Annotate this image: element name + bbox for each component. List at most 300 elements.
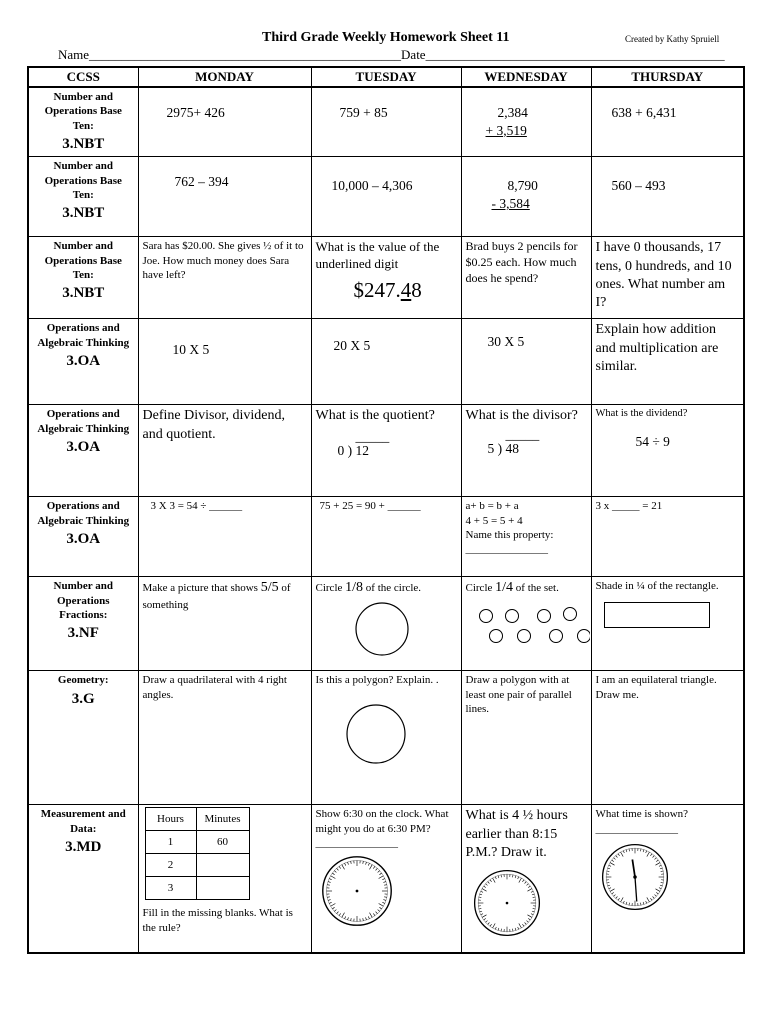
problem-text: 2975+ 426 <box>166 105 225 120</box>
problem-text: 20 X 5 <box>333 338 371 354</box>
clock-tick <box>336 912 338 914</box>
thursday-cell <box>591 577 744 671</box>
clock-tick <box>327 882 330 883</box>
ccss-code: 3.NBT <box>62 135 105 152</box>
fraction: 1/4 <box>495 580 514 596</box>
clock-tick <box>362 861 363 864</box>
problem-text: Brad buys 2 pencils for $0.25 each. How much does he spend? <box>465 239 578 285</box>
clock-tick <box>515 928 516 930</box>
col-header-tuesday: TUESDAY <box>311 67 461 87</box>
clock-tick <box>490 880 492 882</box>
text-part: of something <box>142 582 291 611</box>
clock-tick <box>384 897 387 898</box>
ccss-label: Operations and Algebraic Thinking <box>37 322 130 349</box>
problem-text: What is the divisor? <box>465 408 578 424</box>
ccss-code: 3.G <box>71 690 95 707</box>
ccss-cell <box>28 577 138 671</box>
clock-tick <box>369 865 372 870</box>
clock-tick <box>373 867 375 869</box>
col-header-wednesday: WEDNESDAY <box>461 67 591 87</box>
amount-part: $247. <box>353 278 401 303</box>
problem-text: Sara has $20.00. She gives ½ of it to Joe. How much money does Sara have left? <box>142 240 304 281</box>
text-part: of the circle. <box>363 582 422 595</box>
clock-tick <box>341 913 344 918</box>
clock-tick <box>646 897 649 902</box>
problem-text: Show 6:30 on the clock. What might you do at 6:30 PM? <box>315 808 449 835</box>
clock-tick <box>378 876 383 879</box>
author-credit: Created by Kathy Spruiell <box>625 34 720 44</box>
clock-tick <box>478 897 481 898</box>
clock-tick <box>334 910 336 912</box>
clock-tick <box>498 928 499 930</box>
problem-text: I am an equilateral triangle. Draw me. <box>595 674 717 701</box>
clock-tick <box>512 875 513 878</box>
clock-tick <box>528 918 530 920</box>
hour-hand <box>632 860 635 878</box>
clock-tick <box>531 911 533 912</box>
thursday-cell <box>591 319 744 405</box>
problem-text: Fill in the missing blanks. What is the rule? <box>142 907 293 934</box>
thursday-cell <box>591 157 744 237</box>
text-part: Circle <box>315 582 346 595</box>
problem-text: What is the quotient? <box>315 408 435 424</box>
clock-tick <box>646 852 649 857</box>
clock-tick <box>373 914 375 916</box>
clock-tick <box>611 892 613 894</box>
problem-text: Is this a polygon? Explain. . <box>315 674 439 687</box>
ccss-label: Operations and Algebraic Thinking <box>37 500 130 527</box>
wednesday-cell <box>461 577 591 671</box>
ccss-cell <box>28 237 138 319</box>
underlined-digit: 4 <box>400 278 412 303</box>
clock-tick <box>382 903 385 904</box>
table-row <box>28 805 744 953</box>
answer-line: _______________ <box>595 822 678 835</box>
clock-tick <box>655 889 660 892</box>
clock-tick <box>480 914 482 915</box>
circle-set <box>466 604 590 648</box>
table-header: Minutes <box>196 808 249 831</box>
problem-text: Shade in ¼ of the rectangle. <box>595 580 719 593</box>
clock-tick <box>383 900 386 901</box>
clock-tick <box>347 918 348 921</box>
clock-tick <box>524 882 526 884</box>
clock-tick <box>500 875 501 878</box>
clock-tick <box>368 917 369 920</box>
ccss-code: 3.MD <box>65 839 102 855</box>
clock-tick <box>375 912 377 914</box>
clock-tick <box>524 922 526 924</box>
table-row <box>28 237 744 319</box>
clock-tick <box>379 908 381 910</box>
table-row <box>28 87 744 157</box>
header-row <box>28 67 744 87</box>
clock-tick <box>659 885 661 886</box>
monday-cell <box>138 87 311 157</box>
clock-tick <box>650 854 652 856</box>
clock-tick <box>532 897 535 898</box>
clock-tick <box>530 891 532 892</box>
problem-text: Draw a quadrilateral with 4 right angles. <box>142 674 287 701</box>
problem-text: Define Divisor, dividend, and quotient. <box>142 408 286 442</box>
clock-tick <box>518 923 521 928</box>
ccss-label: Geometry: <box>57 674 109 687</box>
minute-hand <box>635 877 637 902</box>
ccss-cell <box>28 157 138 237</box>
clock-tick <box>332 873 334 875</box>
blank-clock <box>472 868 542 938</box>
clock-tick <box>623 851 624 853</box>
ccss-cell <box>28 87 138 157</box>
clock-tick <box>517 927 518 929</box>
text-part: of the set. <box>513 582 559 595</box>
clock-tick <box>526 884 528 886</box>
monday-cell <box>138 671 311 805</box>
problem-bottom: - 3,584 <box>491 195 530 211</box>
table-row <box>28 577 744 671</box>
table-cell: 3 <box>145 877 196 900</box>
clock-tick <box>495 877 496 879</box>
clock-tick <box>526 921 528 923</box>
clock-tick <box>626 902 627 904</box>
thursday-cell <box>591 87 744 157</box>
division-expression: 54 ÷ 9 <box>635 434 670 450</box>
clock-tick <box>350 861 351 864</box>
clock-tick <box>384 885 387 886</box>
hours-minutes-table <box>145 807 250 900</box>
clock-tick <box>375 869 377 871</box>
answer-line: _______________ <box>465 543 548 556</box>
table-cell: 1 <box>145 831 196 854</box>
clock-tick <box>606 882 609 883</box>
clock-tick <box>479 911 481 912</box>
clock-tick <box>336 869 338 871</box>
problem-top: 8,790 <box>507 178 538 194</box>
clock-tick <box>481 915 486 918</box>
clock-tick <box>485 921 487 923</box>
division-problem: 0 ) 12 <box>337 443 369 459</box>
clock-tick <box>490 924 492 926</box>
table-row <box>28 405 744 497</box>
wednesday-cell <box>461 671 591 805</box>
clock-tick <box>344 863 345 866</box>
clock-tick <box>330 876 335 879</box>
clock-tick <box>650 898 652 900</box>
problem-text <box>466 579 587 597</box>
ccss-code: 3.OA <box>66 530 101 547</box>
answer-line: _______________ <box>315 837 398 849</box>
clock-tick <box>485 884 487 886</box>
clock-tick <box>658 888 660 889</box>
clock-tick <box>347 862 348 865</box>
clock-tick <box>528 886 530 888</box>
tuesday-cell <box>311 577 461 671</box>
table-row <box>28 319 744 405</box>
clock-tick <box>658 865 660 866</box>
problem-text: Explain how addition and multiplication are similar. <box>595 322 719 374</box>
clock-tick <box>329 879 332 880</box>
ccss-label: Number and Operations Fractions: <box>53 580 113 621</box>
homework-table <box>27 66 745 954</box>
clock-tick <box>517 877 518 879</box>
wednesday-cell <box>461 87 591 157</box>
col-header-ccss: CCSS <box>28 67 138 87</box>
ccss-label: Number and Operations Base Ten: <box>44 91 122 132</box>
tuesday-cell <box>311 157 461 237</box>
ccss-code: 3.NBT <box>62 285 105 302</box>
ccss-cell <box>28 671 138 805</box>
clock-tick <box>623 901 624 903</box>
tuesday-cell <box>311 87 461 157</box>
problem-text: 75 + 25 = 90 + ______ <box>319 500 421 513</box>
ccss-cell <box>28 319 138 405</box>
monday-cell <box>138 805 311 953</box>
table-cell <box>196 854 249 877</box>
clock-tick <box>660 871 663 872</box>
clock-tick <box>655 863 660 866</box>
tuesday-cell <box>311 237 461 319</box>
clock-tick <box>339 914 341 916</box>
thursday-cell <box>591 497 744 577</box>
clock-tick <box>615 856 617 858</box>
thursday-cell <box>591 805 744 953</box>
ccss-cell <box>28 405 138 497</box>
clock-tick <box>620 897 623 902</box>
ccss-code: 3.OA <box>66 352 101 369</box>
clock-tick <box>654 895 656 897</box>
problem-text: 3 X 3 = 54 ÷ ______ <box>150 500 243 513</box>
clock-tick <box>609 863 614 866</box>
clock-tick <box>369 913 372 918</box>
clock-tick <box>483 918 485 920</box>
clock-tick <box>487 882 489 884</box>
clock-tick <box>483 886 485 888</box>
clock-tick <box>383 882 386 883</box>
clock-tick <box>481 889 486 892</box>
thursday-cell <box>591 405 744 497</box>
clock-tick <box>332 908 334 910</box>
problem-text: 10,000 – 4,306 <box>331 178 413 194</box>
wednesday-cell <box>461 157 591 237</box>
money-amount <box>354 277 457 304</box>
clock-tick <box>659 868 661 869</box>
ccss-code: 3.NBT <box>62 205 105 222</box>
ccss-cell <box>28 497 138 577</box>
wednesday-cell <box>461 805 591 953</box>
problem-text: I have 0 thousands, 17 tens, 0 hundreds, and 10 ones. What number am I? <box>595 240 732 310</box>
ccss-label: Measurement and Data: <box>40 808 126 835</box>
monday-cell <box>138 497 311 577</box>
circle-shape <box>344 694 408 774</box>
clock-tick <box>531 894 533 895</box>
monday-cell <box>138 319 311 405</box>
clock-tick <box>607 868 609 869</box>
text-part: Circle <box>465 582 496 595</box>
table-header: Hours <box>145 808 196 831</box>
ccss-cell <box>28 805 138 953</box>
clock-tick <box>656 860 658 862</box>
monday-cell <box>138 157 311 237</box>
clock-tick <box>329 903 332 904</box>
clock-tick <box>645 851 646 853</box>
clock-tick <box>613 895 615 897</box>
tuesday-cell <box>311 805 461 953</box>
clock-tick <box>654 858 656 860</box>
clock-tick <box>327 897 330 898</box>
amount-part: 8 <box>411 278 422 303</box>
clock-tick <box>652 856 654 858</box>
clock-tick <box>645 901 646 903</box>
table-cell <box>196 877 249 900</box>
clock-tick <box>656 892 658 894</box>
division-bar: _____ <box>505 426 540 442</box>
problem-text: 560 – 493 <box>611 178 666 194</box>
ccss-code: 3.OA <box>66 438 101 455</box>
monday-cell <box>138 405 311 497</box>
table-cell: 60 <box>196 831 249 854</box>
clock-tick <box>608 865 610 866</box>
table-row <box>28 157 744 237</box>
clock-tick <box>626 850 627 852</box>
tuesday-cell <box>311 497 461 577</box>
problem-top: 2,384 <box>497 105 528 120</box>
table-cell: 2 <box>145 854 196 877</box>
clock-tick <box>607 885 609 886</box>
fraction: 1/8 <box>345 580 364 596</box>
clock-tick <box>492 923 495 928</box>
problem-text: 30 X 5 <box>487 334 525 350</box>
clock-tick <box>609 889 614 892</box>
clock-tick <box>518 878 521 883</box>
clock-tick <box>362 918 363 921</box>
clock-tick <box>365 918 366 921</box>
clock-with-hands <box>600 842 670 912</box>
clock-tick <box>628 849 629 852</box>
clock-tick <box>479 894 481 895</box>
clock-tick <box>378 904 383 907</box>
problem-bottom: + 3,519 <box>485 122 527 138</box>
clock-tick <box>382 879 385 880</box>
problem-text: 762 – 394 <box>174 174 229 190</box>
wednesday-cell <box>461 237 591 319</box>
clock-tick <box>377 871 379 873</box>
clock-tick <box>339 867 341 869</box>
clock-tick <box>522 924 524 926</box>
clock-tick <box>330 904 335 907</box>
monday-cell <box>138 577 311 671</box>
clock-tick <box>478 908 481 909</box>
clock-tick <box>365 862 366 865</box>
clock-tick <box>487 922 489 924</box>
clock-tick <box>500 929 501 932</box>
property-line-1: a+ b = b + a <box>465 500 519 513</box>
page-title: Third Grade Weekly Homework Sheet 11 <box>262 30 510 45</box>
blank-clock <box>320 854 394 928</box>
rectangle-shape <box>604 602 710 628</box>
clock-tick <box>530 914 532 915</box>
ccss-label: Number and Operations Base Ten: <box>44 160 122 201</box>
clock-tick <box>527 889 532 892</box>
problem-text: 638 + 6,431 <box>611 105 677 120</box>
clock-tick <box>498 876 499 878</box>
clock-tick <box>640 849 641 852</box>
clock-tick <box>495 927 496 929</box>
tuesday-cell <box>311 319 461 405</box>
table-row <box>28 671 744 805</box>
problem-text: What is the value of the underlined digit <box>315 239 440 272</box>
property-line-2: 4 + 5 = 5 + 4 <box>465 514 523 527</box>
clock-tick <box>615 897 617 899</box>
problem-text <box>143 579 307 611</box>
clock-tick <box>341 865 344 870</box>
ccss-label: Number and Operations Base Ten: <box>44 240 122 281</box>
name-date-line: Name________________________________________________Date______________________________________________ <box>58 47 725 62</box>
clock-tick <box>640 903 641 906</box>
wednesday-cell <box>461 497 591 577</box>
monday-cell <box>138 237 311 319</box>
division-problem: 5 ) 48 <box>487 441 519 457</box>
fraction: 5/5 <box>260 580 279 596</box>
clock-tick <box>522 880 524 882</box>
thursday-cell <box>591 671 744 805</box>
clock-tick <box>368 863 369 866</box>
problem-text: 3 x _____ = 21 <box>595 500 663 513</box>
clock-tick <box>628 903 629 906</box>
text-part: Make a picture that shows <box>142 582 261 595</box>
clock-tick <box>515 876 516 878</box>
table-row <box>28 497 744 577</box>
clock-tick <box>512 929 513 932</box>
property-line-3: Name this property: <box>465 528 554 541</box>
clock-tick <box>618 898 620 900</box>
clock-tick <box>620 852 623 857</box>
problem-text: 759 + 85 <box>339 105 388 120</box>
clock-tick <box>618 854 620 856</box>
clock-tick <box>327 900 330 901</box>
clock-tick <box>643 850 644 852</box>
problem-text: What is the dividend? <box>595 408 688 420</box>
clock-tick <box>532 908 535 909</box>
tuesday-cell <box>311 671 461 805</box>
problem-text: Draw a polygon with at least one pair of parallel lines. <box>465 674 572 715</box>
ccss-label: Operations and Algebraic Thinking <box>37 408 130 435</box>
clock-tick <box>350 918 351 921</box>
division-bar: _____ <box>355 428 390 444</box>
col-header-thursday: THURSDAY <box>591 67 744 87</box>
tuesday-cell <box>311 405 461 497</box>
clock-tick <box>606 871 609 872</box>
problem-text: 10 X 5 <box>172 342 210 358</box>
clock-tick <box>611 860 613 862</box>
clock-tick <box>652 897 654 899</box>
clock-tick <box>608 888 610 889</box>
wednesday-cell <box>461 319 591 405</box>
problem-text: What is 4 ½ hours earlier than 8:15 P.M.? Draw it. <box>465 808 568 860</box>
clock-tick <box>379 873 381 875</box>
ccss-code: 3.NF <box>67 625 99 642</box>
wednesday-cell <box>461 405 591 497</box>
clock-tick <box>334 871 336 873</box>
clock-tick <box>613 858 615 860</box>
clock-tick <box>643 902 644 904</box>
clock-tick <box>492 878 495 883</box>
clock-tick <box>527 915 532 918</box>
thursday-cell <box>591 237 744 319</box>
clock-tick <box>344 917 345 920</box>
problem-text <box>316 579 457 597</box>
problem-text: What time is shown? <box>595 808 689 821</box>
clock-tick <box>660 882 663 883</box>
